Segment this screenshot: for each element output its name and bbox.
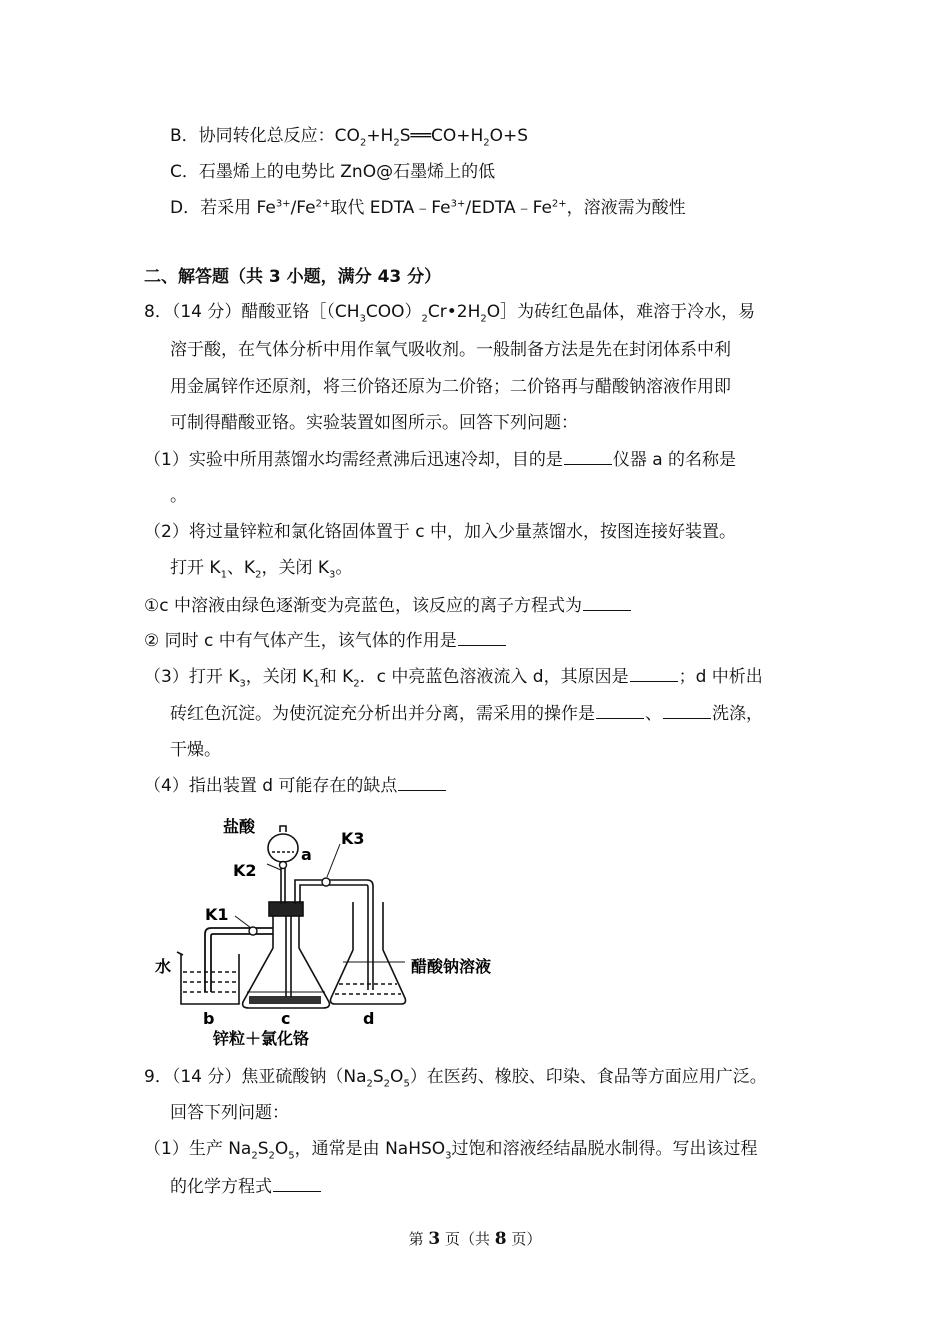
sub: 2	[421, 313, 428, 325]
eq-part: CO	[334, 126, 360, 146]
sub: 2	[480, 313, 487, 325]
text-part: O	[390, 1067, 404, 1087]
option-b-label: B．协同转化总反应：	[170, 126, 335, 146]
text-part: （4）指出装置 d 可能存在的缺点	[144, 776, 398, 796]
answer-blank[interactable]	[273, 1174, 321, 1192]
label-zinc: 锌粒＋氯化铬	[213, 1029, 310, 1048]
beaker-b	[181, 954, 239, 1004]
label-sodium-acetate: 醋酸钠溶液	[411, 957, 492, 976]
footer-text: 页）	[506, 1230, 542, 1248]
text-part: 、K	[226, 558, 256, 578]
text-part: 的化学方程式	[170, 1177, 272, 1197]
footer-text: 页（共	[440, 1230, 495, 1248]
stopper	[269, 902, 303, 916]
q8-part-2-sub-2	[144, 628, 507, 653]
q8-part-3-line-2	[170, 701, 763, 726]
sub: 2	[366, 1078, 373, 1090]
label-k2: K2	[233, 861, 257, 880]
q8-part-2-line-2	[170, 556, 352, 580]
text-part: 砖红色沉淀。为使沉淀充分析出并分离，需采用的操作是	[170, 704, 595, 724]
q8-part-1	[144, 447, 736, 472]
text-part: （1）实验中所用蒸馏水均需经煮沸后迅速冷却，目的是	[144, 450, 563, 470]
text-part: ，关闭 K	[261, 558, 330, 578]
text-part: D．若采用 Fe	[170, 198, 276, 218]
sub: 3	[329, 569, 336, 581]
text-part: S	[257, 1139, 269, 1159]
sup: 3+	[450, 198, 466, 210]
text-part: 过饱和溶液经结晶脱水制得。写出该过程	[451, 1139, 758, 1159]
text-part: ；d 中析出	[678, 667, 763, 687]
option-b	[170, 124, 528, 148]
text-part: 、	[645, 704, 662, 724]
text-part: S	[372, 1067, 384, 1087]
answer-blank[interactable]	[398, 773, 446, 791]
label-a: a	[301, 845, 312, 864]
label-k3: K3	[341, 829, 365, 848]
text-part: /Fe	[290, 198, 316, 218]
answer-blank[interactable]	[458, 628, 506, 646]
eq-part: O+S	[489, 126, 529, 146]
text-part: ② 同时 c 中有气体产生，该气体的作用是	[144, 631, 457, 651]
text-part: O］为砖红色晶体，难溶于冷水，易	[486, 302, 756, 322]
q8-line-4: 可制得醋酸亚铬。实验装置如图所示。回答下列问题：	[170, 413, 578, 433]
q9-line-1	[144, 1065, 767, 1089]
option-d	[170, 196, 686, 220]
q9-line-2: 回答下列问题：	[170, 1103, 289, 1123]
sup: 2+	[315, 198, 331, 210]
page-number: 3	[428, 1229, 441, 1249]
label-c: c	[281, 1009, 291, 1028]
q8-part-1-end: 。	[170, 486, 187, 506]
text-part: 打开 K	[170, 558, 221, 578]
answer-blank[interactable]	[583, 593, 631, 611]
label-k1: K1	[205, 905, 229, 924]
sub: 3	[239, 678, 246, 690]
text-part: ．c 中亮蓝色溶液流入 d，其原因是	[359, 667, 629, 687]
label-hcl: 盐酸	[223, 817, 256, 836]
text-part: COO）	[365, 302, 422, 322]
text-part: ，通常是由 NaHSO	[294, 1139, 446, 1159]
page-footer	[0, 1228, 950, 1249]
q9-part-1-line-2	[170, 1174, 322, 1199]
sub: 1	[220, 569, 227, 581]
label-water: 水	[155, 957, 172, 976]
q9-part-1	[144, 1137, 758, 1161]
answer-blank[interactable]	[564, 447, 612, 465]
option-c: C．石墨烯上的电势比 ZnO@石墨烯上的低	[170, 162, 496, 182]
sup: 3+	[275, 198, 291, 210]
q8-part-3-line-3: 干燥。	[170, 740, 221, 760]
sub: 2	[255, 569, 262, 581]
text-part: Cr•2H	[427, 302, 481, 322]
q8-part-3	[144, 664, 763, 689]
sub: 5	[288, 1150, 295, 1162]
footer-text: 第	[408, 1230, 429, 1248]
answer-blank[interactable]	[596, 701, 644, 719]
sub: 3	[359, 313, 366, 325]
sub: 3	[445, 1150, 452, 1162]
eq-part: S══CO+H	[399, 126, 484, 146]
text-part: ①c 中溶液由绿色逐渐变为亮蓝色，该反应的离子方程式为	[144, 596, 582, 616]
q8-line-2: 溶于酸，在气体分析中用作氧气吸收剂。一般制备方法是先在封闭体系中利	[170, 340, 731, 360]
text-part: ）在医药、橡胶、印染、食品等方面应用广泛。	[409, 1067, 767, 1087]
eq-sub: 2	[483, 137, 490, 149]
q8-part-2: （2）将过量锌粒和氯化铬固体置于 c 中，加入少量蒸馏水，按图连接好装置。	[144, 522, 736, 542]
q8-line-1	[144, 300, 755, 324]
text-part: （1）生产 Na	[144, 1139, 252, 1159]
sub: 1	[313, 678, 320, 690]
sup: 2+	[551, 198, 567, 210]
tube-k3	[295, 880, 373, 990]
sub: 2	[353, 678, 360, 690]
text-part: 9．（14 分）焦亚硫酸钠（Na	[144, 1067, 367, 1087]
text-part: ，溶液需为酸性	[566, 198, 686, 218]
text-part: 8．（14 分）醋酸亚铬［（CH	[144, 302, 360, 322]
page-total: 8	[494, 1229, 507, 1249]
eq-part: +H	[366, 126, 394, 146]
label-b: b	[203, 1009, 215, 1028]
sub: 2	[268, 1150, 275, 1162]
text-part: O	[274, 1139, 289, 1159]
apparatus-figure	[145, 812, 525, 1050]
eq-sub: 2	[393, 137, 400, 149]
funnel-a	[268, 834, 298, 862]
text-part: 和 K	[319, 667, 354, 687]
text-part: /EDTA﹣Fe	[465, 198, 552, 218]
eq-sub: 2	[359, 137, 367, 149]
section-heading: 二、解答题（共 3 小题，满分 43 分）	[144, 267, 442, 287]
q8-part-4	[144, 773, 447, 798]
q8-line-3: 用金属锌作还原剂，将三价铬还原为二价铬；二价铬再与醋酸钠溶液作用即	[170, 377, 731, 397]
text-part: 。	[335, 558, 353, 578]
text-part: 仪器 a 的名称是	[612, 450, 737, 470]
answer-blank[interactable]	[630, 664, 678, 682]
sub: 2	[251, 1150, 258, 1162]
text-part: ，关闭 K	[245, 667, 314, 687]
label-d: d	[363, 1009, 375, 1028]
q8-part-2-sub-1	[144, 593, 632, 618]
sub: 2	[383, 1078, 391, 1090]
text-part: 洗涤，	[712, 704, 763, 724]
sub: 5	[403, 1078, 410, 1090]
text-part: （3）打开 K	[144, 667, 240, 687]
answer-blank[interactable]	[663, 701, 711, 719]
text-part: 取代 EDTA﹣Fe	[330, 198, 451, 218]
